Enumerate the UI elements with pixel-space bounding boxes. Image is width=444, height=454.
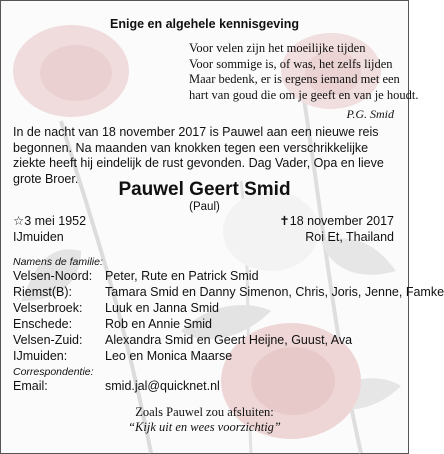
poem-line: Voor velen zijn het moeilijke tijden [189, 41, 366, 55]
correspondence-label: Correspondentie: [13, 366, 94, 378]
email-row [13, 379, 220, 393]
deceased-nickname: (Paul) [189, 201, 220, 213]
family-place: IJmuiden: [13, 349, 68, 363]
closing-quote: “Kijk uit en wees voorzichtig” [128, 420, 281, 434]
birth-info [13, 213, 86, 245]
notice-heading: Enige en algehele kennisgeving [110, 17, 299, 31]
death-date: ✝18 november 2017 [279, 214, 394, 228]
family-row [13, 333, 352, 347]
deceased-name: Pauwel Geert Smid [118, 179, 291, 200]
poem-line: Voor sommige is, of was, het zelfs lijden [189, 56, 393, 71]
family-names: Leo en Monica Maarse [105, 349, 233, 363]
intro-text: In de nacht van 18 november 2017 is Pauwel aan een nieuwe reis begonnen. Na maanden van knokken tegen een verschrikkelijke ziekte heeft hij eindelijk de rust gevonden. Dag Vader, Opa en lieve grote Broer. [13, 125, 384, 186]
family-names: Rob en Annie Smid [105, 317, 213, 331]
family-place: Velsen-Zuid: [13, 333, 83, 347]
closing-text: Zoals Pauwel zou afsluiten: [135, 405, 274, 419]
family-row [13, 301, 219, 315]
family-place: Velsen-Noord: [13, 269, 93, 283]
rose-flower [40, 45, 112, 101]
email-address[interactable]: smid.jal@quicknet.nl [105, 379, 220, 393]
family-names: Tamara Smid en Danny Simenon, Chris, Joris, Jenne, Famke [105, 285, 444, 299]
poem-line: Maar bedenk, er is ergens iemand met een [189, 72, 400, 86]
poem-line: hart van goud die om je geeft en van je houdt. [189, 87, 419, 102]
birth-date: ☆3 mei 1952 [13, 214, 87, 228]
birth-place: IJmuiden [13, 230, 64, 244]
poem-author: P.G. Smid [346, 107, 394, 121]
family-place: Riemst(B): [13, 285, 73, 299]
family-row [13, 349, 232, 363]
poem [189, 41, 418, 103]
family-row [13, 285, 444, 299]
family-row [13, 269, 259, 283]
death-info [279, 213, 394, 245]
family-names: Luuk en Janna Smid [105, 301, 219, 315]
family-names: Alexandra Smid en Geert Heijne, Guust, Ava [105, 333, 353, 347]
family-names: Peter, Rute en Patrick Smid [105, 269, 259, 283]
family-label: Namens de familie: [13, 256, 103, 268]
family-place: Velserbroek: [13, 301, 83, 315]
email-label: Email: [13, 379, 48, 393]
family-row [13, 317, 212, 331]
family-place: Enschede: [13, 317, 73, 331]
death-place: Roi Et, Thailand [305, 230, 394, 244]
